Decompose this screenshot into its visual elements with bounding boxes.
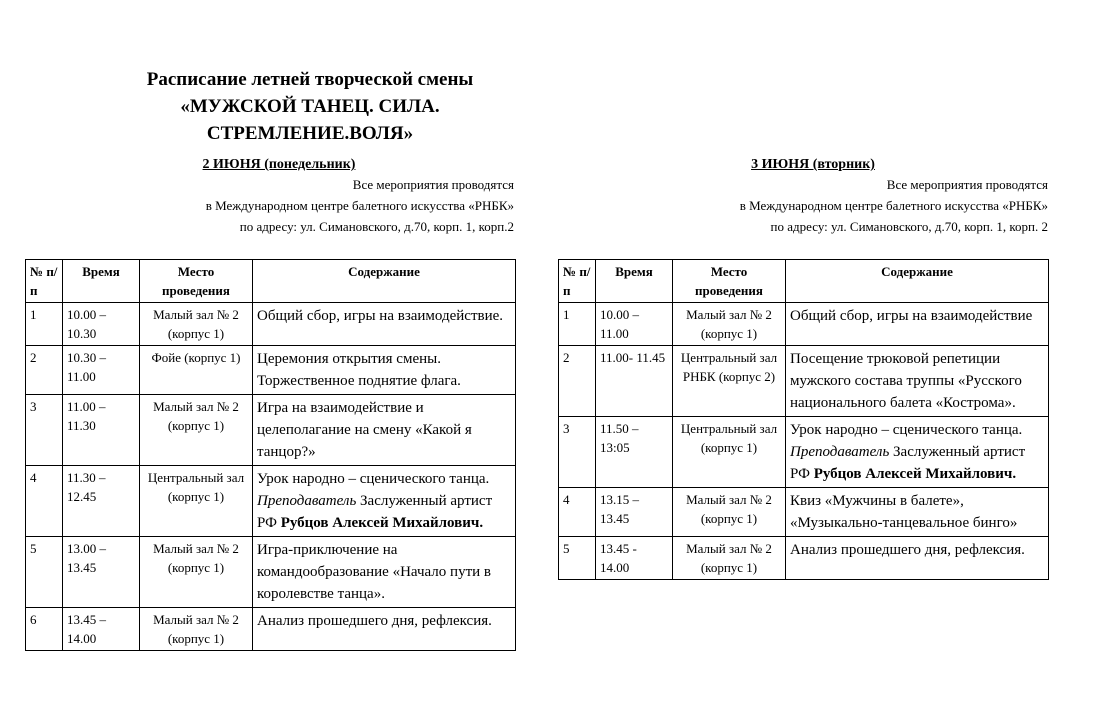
table-row: [26, 466, 516, 537]
teacher-name: Рубцов Алексей Михайлович.: [813, 466, 1017, 482]
col-header-place: Место проведения: [140, 260, 253, 303]
row-content: Квиз «Мужчины в балете», «Музыкально-танцевальное бинго»: [786, 488, 1049, 537]
row-num: 3: [26, 395, 63, 466]
day-1-note-3: по адресу: ул. Симановского, д.70, корп. 1, корп.2: [239, 219, 514, 234]
row-time: 10.00 – 10.30: [63, 303, 140, 346]
row-content: Общий сбор, игры на взаимодействие: [786, 303, 1049, 346]
table-row: [26, 303, 516, 346]
row-place: Фойе (корпус 1): [140, 346, 253, 395]
schedule-table-day-1: [25, 259, 516, 651]
row-content: Анализ прошедшего дня, рефлексия.: [253, 608, 516, 651]
teacher-title: Заслуженный артист РФ: [790, 444, 1026, 482]
day-2-date: 3 ИЮНЯ (вторник): [751, 157, 875, 172]
row-num: 4: [559, 488, 596, 537]
table-row: [26, 537, 516, 608]
col-header-num: № п/п: [559, 260, 596, 303]
document-title: [60, 66, 560, 147]
table-row: [26, 346, 516, 395]
title-line-2: «МУЖСКОЙ ТАНЕЦ. СИЛА.: [180, 96, 440, 117]
row-place: Малый зал № 2 (корпус 1): [140, 608, 253, 651]
row-content: Посещение трюковой репетиции мужского состава труппы «Русского национального балета «Кострома».: [786, 346, 1049, 417]
schedule-table-day-2: [558, 259, 1049, 580]
row-place: Центральный зал РНБК (корпус 2): [673, 346, 786, 417]
row-time: 13.45 - 14.00: [596, 537, 673, 580]
col-header-content: Содержание: [786, 260, 1049, 303]
row-num: 5: [26, 537, 63, 608]
row-content: Игра на взаимодействие и целеполагание на смену «Какой я танцор?»: [253, 395, 516, 466]
row-time: 11.00 – 11.30: [63, 395, 140, 466]
row-place: Центральный зал (корпус 1): [140, 466, 253, 537]
row-content: Церемония открытия смены. Торжественное поднятие флага.: [253, 346, 516, 395]
day-2-header: [548, 156, 1048, 237]
row-content: Общий сбор, игры на взаимодействие.: [253, 303, 516, 346]
row-content: [786, 417, 1049, 488]
row-num: 2: [26, 346, 63, 395]
row-content: Анализ прошедшего дня, рефлексия.: [786, 537, 1049, 580]
day-1-date: 2 ИЮНЯ (понедельник): [202, 157, 356, 172]
col-header-time: Время: [596, 260, 673, 303]
table-row: [26, 395, 516, 466]
table-header-row: [26, 260, 516, 303]
row-content-text: Урок народно – сценического танца.: [257, 471, 490, 487]
row-time: 10.00 – 11.00: [596, 303, 673, 346]
day-2-note-1: Все мероприятия проводятся: [886, 177, 1048, 192]
row-place: Малый зал № 2 (корпус 1): [673, 537, 786, 580]
teacher-label: Преподаватель: [790, 444, 890, 460]
table-row: [26, 608, 516, 651]
col-header-num: № п/п: [26, 260, 63, 303]
row-place: Малый зал № 2 (корпус 1): [140, 537, 253, 608]
day-1-note-2: в Международном центре балетного искусства «РНБК»: [205, 198, 514, 213]
row-content-text: Урок народно – сценического танца.: [790, 422, 1023, 438]
table-row: [559, 303, 1049, 346]
row-num: 5: [559, 537, 596, 580]
title-line-3: СТРЕМЛЕНИЕ.ВОЛЯ»: [206, 123, 414, 144]
day-1-notes: [14, 174, 514, 237]
col-header-time: Время: [63, 260, 140, 303]
row-num: 1: [559, 303, 596, 346]
row-time: 13.45 – 14.00: [63, 608, 140, 651]
table-row: [559, 537, 1049, 580]
table-row: [559, 346, 1049, 417]
col-header-place: Место проведения: [673, 260, 786, 303]
row-content: [253, 466, 516, 537]
row-time: 11.50 – 13:05: [596, 417, 673, 488]
row-num: 1: [26, 303, 63, 346]
table-header-row: [559, 260, 1049, 303]
col-header-content: Содержание: [253, 260, 516, 303]
table-row: [559, 417, 1049, 488]
row-time: 11.00- 11.45: [596, 346, 673, 417]
row-num: 2: [559, 346, 596, 417]
day-2-notes: [548, 174, 1048, 237]
row-place: Центральный зал (корпус 1): [673, 417, 786, 488]
row-num: 6: [26, 608, 63, 651]
day-2-note-2: в Международном центре балетного искусства «РНБК»: [739, 198, 1048, 213]
day-1-note-1: Все мероприятия проводятся: [352, 177, 514, 192]
row-place: Малый зал № 2 (корпус 1): [140, 395, 253, 466]
row-num: 3: [559, 417, 596, 488]
day-2-note-3: по адресу: ул. Симановского, д.70, корп. 1, корп. 2: [770, 219, 1048, 234]
row-time: 11.30 – 12.45: [63, 466, 140, 537]
teacher-name: Рубцов Алексей Михайлович.: [280, 515, 484, 531]
row-place: Малый зал № 2 (корпус 1): [673, 303, 786, 346]
row-place: Малый зал № 2 (корпус 1): [673, 488, 786, 537]
row-time: 13.00 – 13.45: [63, 537, 140, 608]
teacher-title: Заслуженный артист РФ: [257, 493, 493, 531]
table-row: [559, 488, 1049, 537]
row-place: Малый зал № 2 (корпус 1): [140, 303, 253, 346]
row-content: Игра-приключение на командообразование «Начало пути в королевстве танца».: [253, 537, 516, 608]
row-time: 13.15 – 13.45: [596, 488, 673, 537]
row-num: 4: [26, 466, 63, 537]
row-time: 10.30 – 11.00: [63, 346, 140, 395]
day-1-header: [14, 156, 514, 237]
teacher-label: Преподаватель: [257, 493, 357, 509]
title-line-1: Расписание летней творческой смены: [146, 69, 474, 90]
